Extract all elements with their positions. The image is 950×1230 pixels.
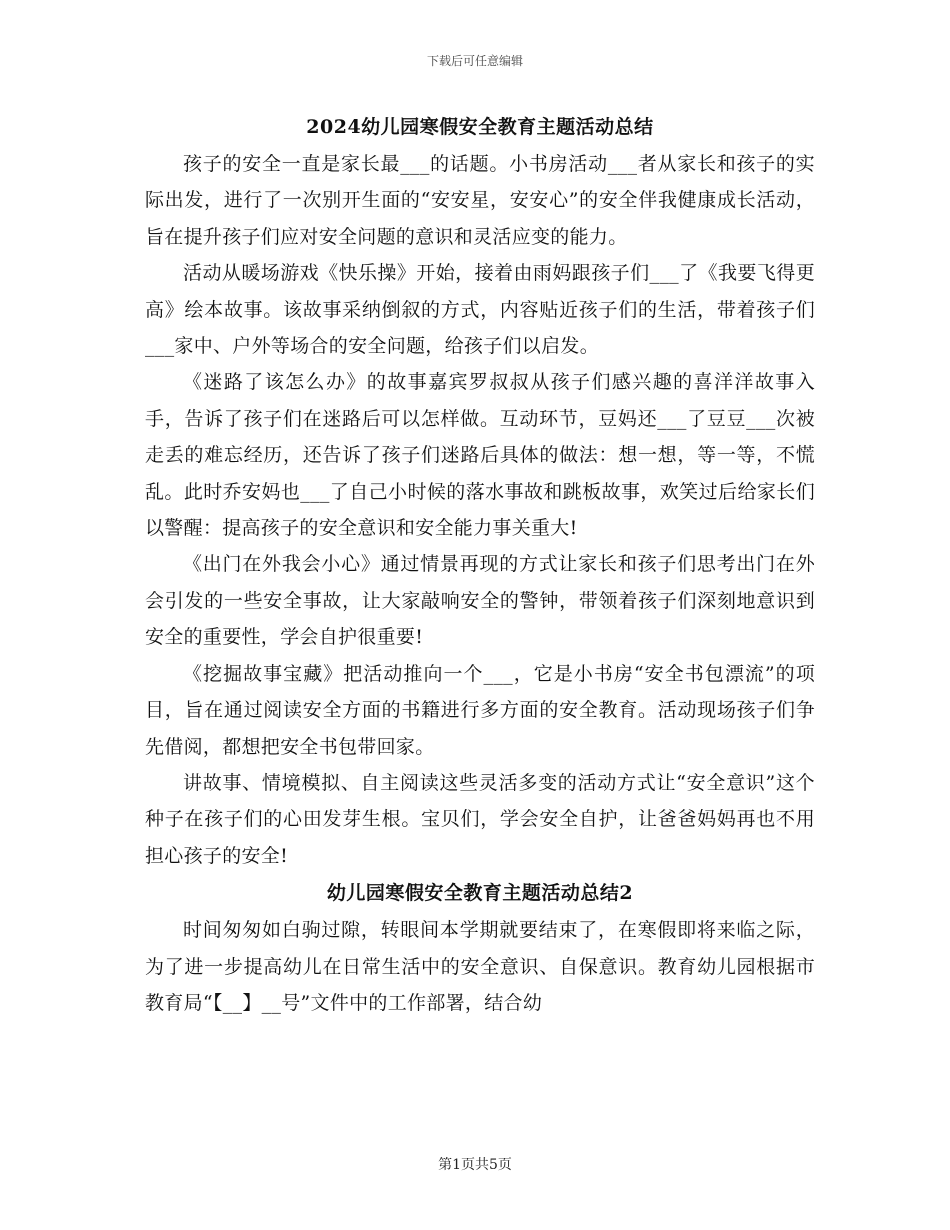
paragraph: 《迷路了该怎么办》的故事嘉宾罗叔叔从孩子们感兴趣的喜洋洋故事入手，告诉了孩子们在迷路后可以怎样做。互动环节，豆妈还___了豆豆___次被走丢的难忘经历，还告诉了孩子们迷路后具体的做法：想一想，等一等，不慌乱。此时乔安妈也___了自己小时候的落水事故和跳板故事，欢笑过后给家长们以警醒：提高孩子的安全意识和安全能力事关重大! [145,371,815,540]
document-title: 2024幼儿园寒假安全教育主题活动总结 [306,116,654,138]
section-title: 幼儿园寒假安全教育主题活动总结2 [326,882,634,905]
paragraph: 孩子的安全一直是家长最___的话题。小书房活动___者从家长和孩子的实际出发，进行了一次别开生面的“安安星，安安心”的安全伴我健康成长活动，旨在提升孩子们应对安全问题的意识和灵活应变的能力。 [145,153,815,248]
paragraph: 讲故事、情境模拟、自主阅读这些灵活多变的活动方式让“安全意识”这个种子在孩子们的心田发芽生根。宝贝们，学会安全自护，让爸爸妈妈再也不用担心孩子的安全! [145,771,815,867]
paragraph: 《出门在外我会小心》通过情景再现的方式让家长和孩子们思考出门在外会引发的一些安全事故，让大家敲响安全的警钟，带领着孩子们深刻地意识到安全的重要性，学会自护很重要! [145,553,815,649]
document-body [145,108,815,1021]
paragraph: 《挖掘故事宝藏》把活动推向一个___，它是小书房“安全书包漂流”的项目，旨在通过阅读安全方面的书籍进行多方面的安全教育。活动现场孩子们争先借阅，都想把安全书包带回家。 [145,662,815,758]
page-header-note: 下载后可任意编辑 [426,54,523,68]
paragraph: 时间匆匆如白驹过隙，转眼间本学期就要结束了，在寒假即将来临之际，为了进一步提高幼儿在日常生活中的安全意识、自保意识。教育幼儿园根据市教育局“【__】__号”文件中的工作部署，结合幼 [145,919,815,1014]
paragraph: 活动从暖场游戏《快乐操》开始，接着由雨妈跟孩子们___了《我要飞得更高》绘本故事。该故事采纳倒叙的方式，内容贴近孩子们的生活，带着孩子们___家中、户外等场合的安全问题，给孩子们以启发。 [145,262,815,358]
page-number: 第1页共5页 [438,1157,512,1173]
